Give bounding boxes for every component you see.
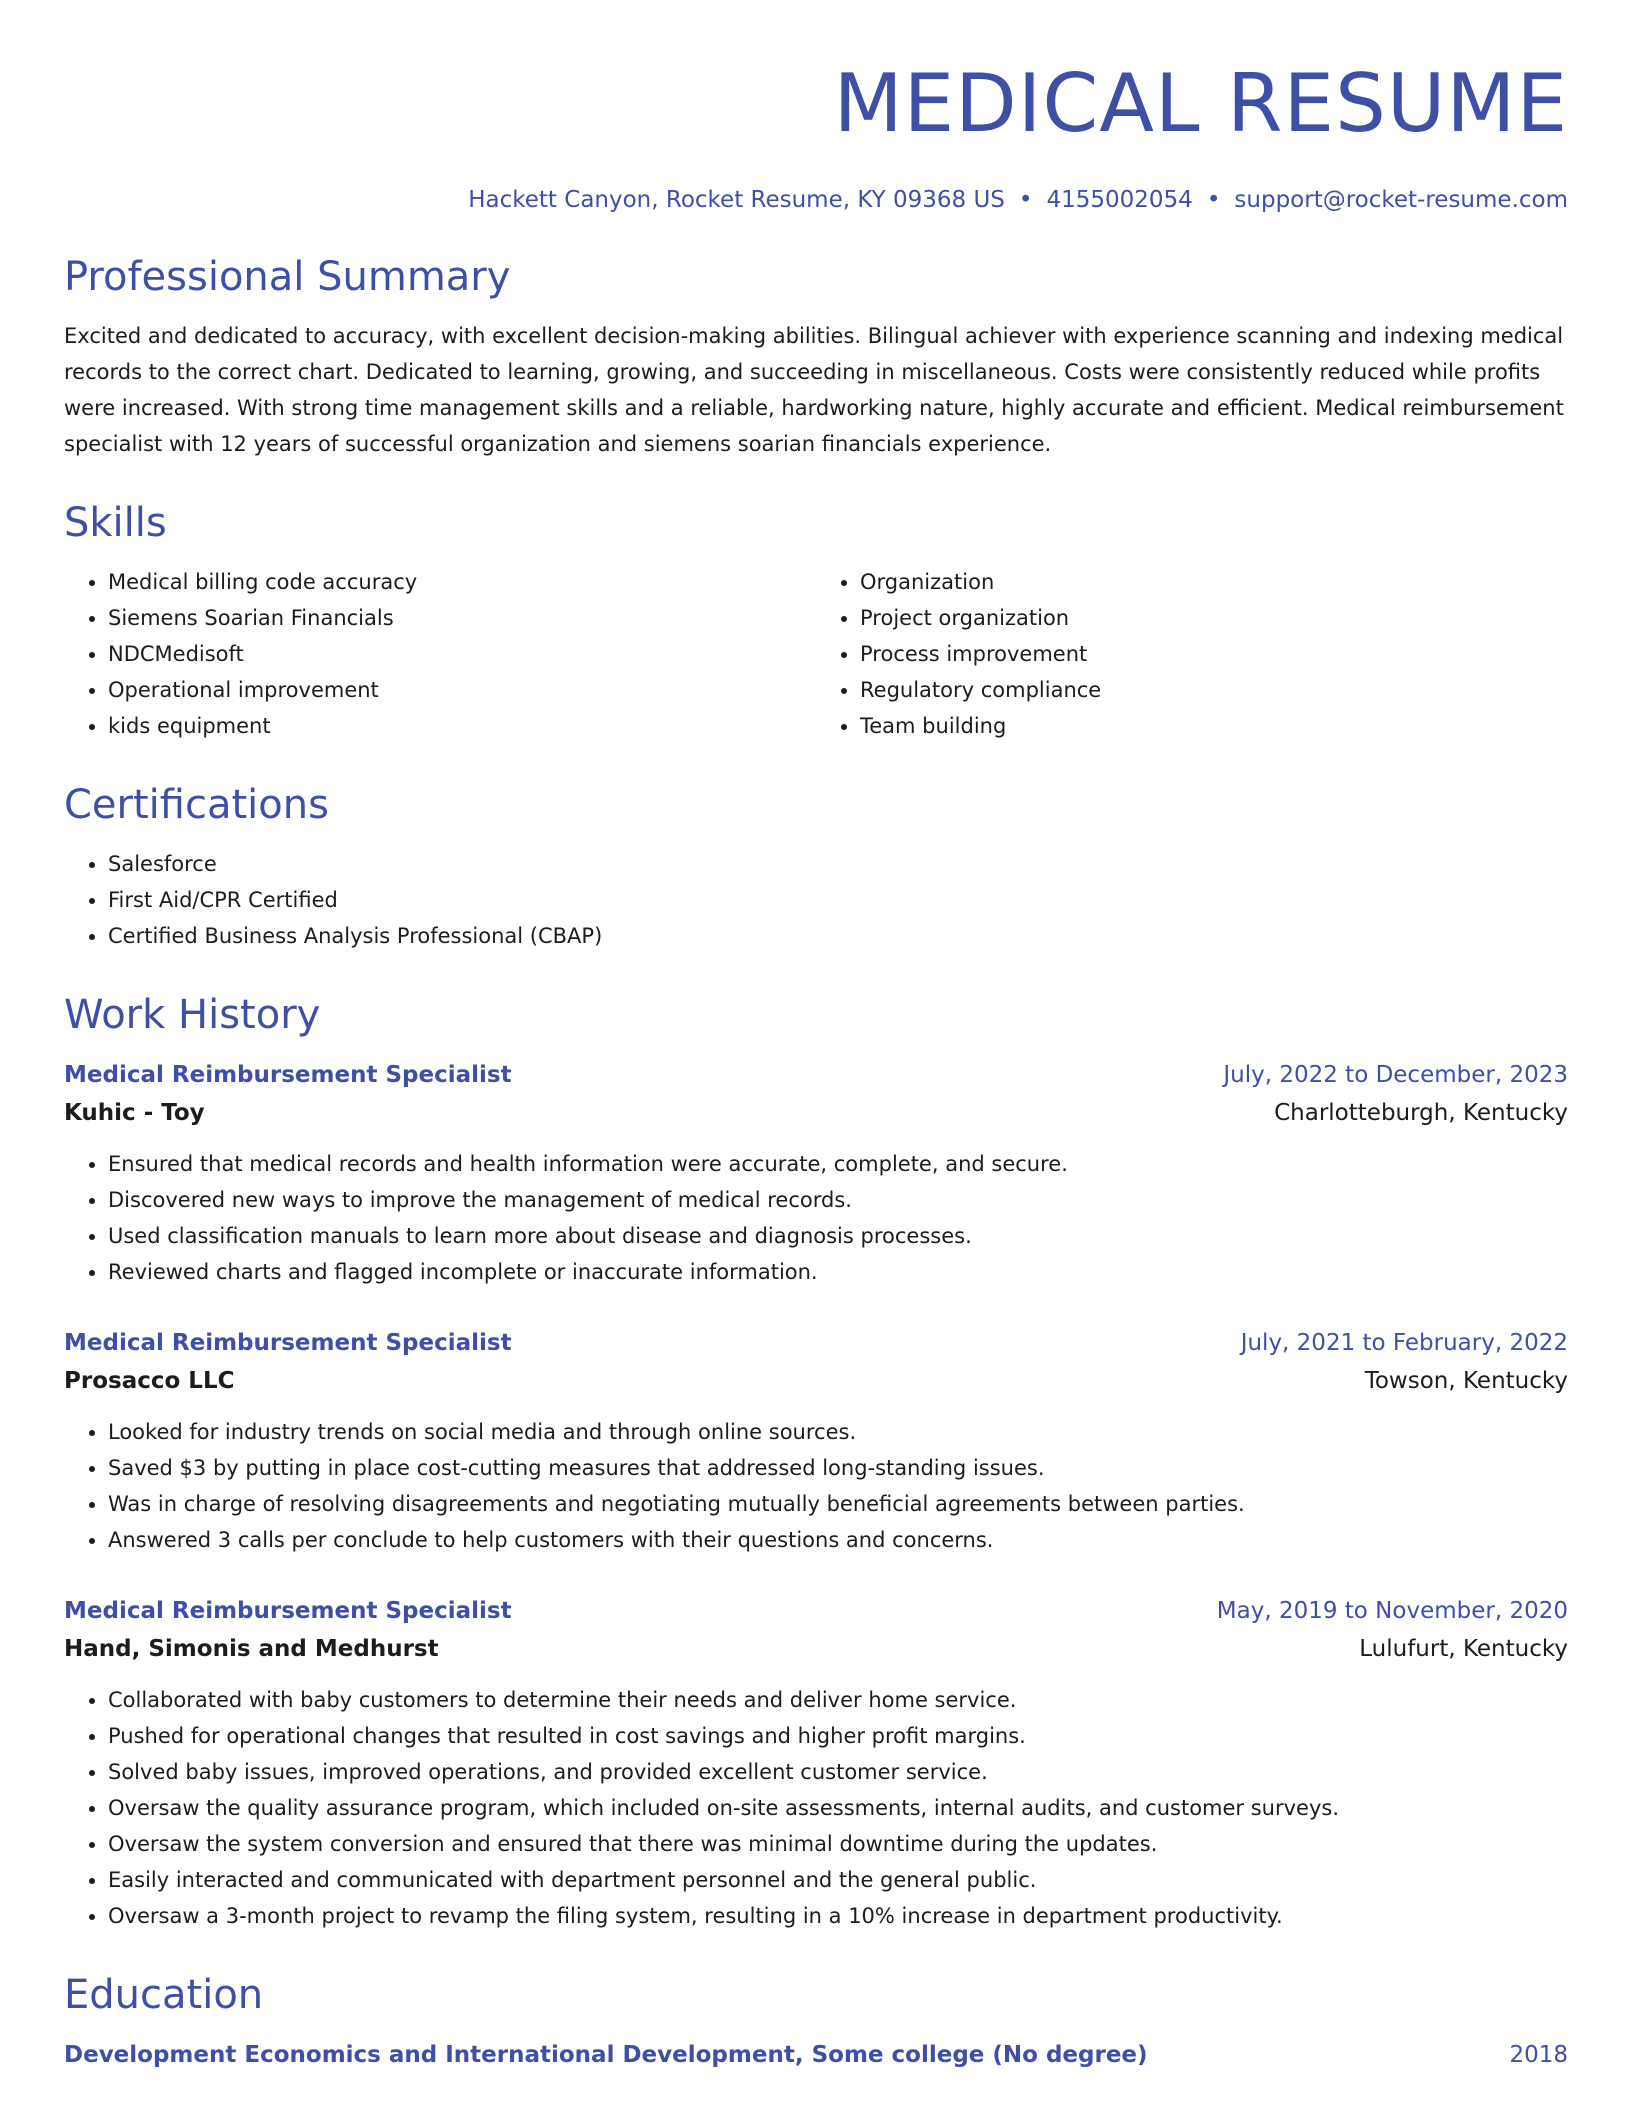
job-bullet: • Reviewed charts and flagged incomplete or inaccurate information. <box>108 1254 1568 1290</box>
summary-section <box>64 252 1568 462</box>
education-heading: Education <box>64 1972 264 2018</box>
skill-item: • Project organization <box>860 600 1568 636</box>
job-entry <box>64 1324 1568 1558</box>
certifications-list <box>64 846 1568 954</box>
job-bullet: • Easily interacted and communicated with department personnel and the general public. <box>108 1862 1568 1898</box>
certifications-section <box>64 780 1568 954</box>
job-title-row <box>64 1056 1568 1094</box>
job-title: Medical Reimbursement Specialist <box>64 1062 512 1088</box>
job-company: Kuhic - Toy <box>64 1100 205 1126</box>
job-bullet: • Solved baby issues, improved operations, and provided excellent customer service. <box>108 1754 1568 1790</box>
job-bullets <box>64 1682 1568 1934</box>
job-bullet: • Was in charge of resolving disagreements and negotiating mutually beneficial agreements between parties. <box>108 1486 1568 1522</box>
skill-item: • Regulatory compliance <box>860 672 1568 708</box>
skill-item: • kids equipment <box>108 708 816 744</box>
contact-separator: • <box>1018 187 1033 213</box>
job-company-row <box>64 1094 1568 1132</box>
job-entry <box>64 1056 1568 1290</box>
job-bullet: • Ensured that medical records and health information were accurate, complete, and secure. <box>108 1146 1568 1182</box>
skills-heading: Skills <box>64 500 167 546</box>
contact-line <box>64 184 1568 216</box>
job-bullet: • Pushed for operational changes that resulted in cost savings and higher profit margins. <box>108 1718 1568 1754</box>
certification-item: • Certified Business Analysis Professional (CBAP) <box>108 918 1568 954</box>
skill-item: • Operational improvement <box>108 672 816 708</box>
education-entry <box>64 2036 1568 2074</box>
job-company-row <box>64 1362 1568 1400</box>
job-bullet: • Oversaw the system conversion and ensured that there was minimal downtime during the updates. <box>108 1826 1568 1862</box>
summary-heading: Professional Summary <box>64 254 511 300</box>
skill-item: • Medical billing code accuracy <box>108 564 816 600</box>
job-entry <box>64 1592 1568 1934</box>
skill-item: • Organization <box>860 564 1568 600</box>
job-company: Hand, Simonis and Medhurst <box>64 1636 439 1662</box>
education-degree: Development Economics and International Development, Some college (No degree) <box>64 2042 1148 2068</box>
job-bullet: • Used classification manuals to learn more about disease and diagnosis processes. <box>108 1218 1568 1254</box>
job-bullets <box>64 1414 1568 1558</box>
job-location: Towson, Kentucky <box>1364 1368 1568 1394</box>
job-title-row <box>64 1324 1568 1362</box>
job-dates: July, 2022 to December, 2023 <box>1223 1062 1568 1088</box>
skill-item: • NDCMedisoft <box>108 636 816 672</box>
job-title-row <box>64 1592 1568 1630</box>
job-bullet: • Looked for industry trends on social media and through online sources. <box>108 1414 1568 1450</box>
skills-list-left <box>64 564 816 744</box>
job-title: Medical Reimbursement Specialist <box>64 1330 512 1356</box>
skills-list-right <box>816 564 1568 744</box>
education-year: 2018 <box>1509 2042 1568 2068</box>
job-bullet: • Oversaw a 3-month project to revamp the filing system, resulting in a 10% increase in department productivity. <box>108 1898 1568 1934</box>
job-bullet: • Discovered new ways to improve the management of medical records. <box>108 1182 1568 1218</box>
summary-text: Excited and dedicated to accuracy, with excellent decision-making abilities. Bilingual achiever with experience scanning and indexing medical records to the correct chart. Dedicated to learning, growing, and succeeding in miscellaneous. Costs were consistently reduced while profits were increased. With strong time management skills and a reliable, hardworking nature, highly accurate and efficient. Medical reimbursement specialist with 12 years of successful organization and siemens soarian financials experience. <box>64 324 1564 456</box>
skill-item: • Siemens Soarian Financials <box>108 600 816 636</box>
job-bullet: • Oversaw the quality assurance program, which included on-site assessments, internal audits, and customer surveys. <box>108 1790 1568 1826</box>
job-location: Charlotteburgh, Kentucky <box>1274 1100 1568 1126</box>
work-history-heading: Work History <box>64 992 321 1038</box>
job-title: Medical Reimbursement Specialist <box>64 1598 512 1624</box>
job-dates: July, 2021 to February, 2022 <box>1240 1330 1568 1356</box>
contact-address: Hackett Canyon, Rocket Resume, KY 09368 US <box>468 187 1005 213</box>
job-bullet: • Answered 3 calls per conclude to help customers with their questions and concerns. <box>108 1522 1568 1558</box>
job-dates: May, 2019 to November, 2020 <box>1216 1598 1568 1624</box>
contact-email: support@rocket-resume.com <box>1234 187 1568 213</box>
skill-item: • Team building <box>860 708 1568 744</box>
job-location: Lulufurt, Kentucky <box>1359 1636 1568 1662</box>
contact-phone: 4155002054 <box>1046 187 1193 213</box>
work-history-section <box>64 990 1568 1934</box>
skill-item: • Process improvement <box>860 636 1568 672</box>
job-bullet: • Saved $3 by putting in place cost-cutting measures that addressed long-standing issues. <box>108 1450 1568 1486</box>
job-company-row <box>64 1630 1568 1668</box>
job-bullets <box>64 1146 1568 1290</box>
certification-item: • First Aid/CPR Certified <box>108 882 1568 918</box>
contact-separator: • <box>1206 187 1221 213</box>
job-company: Prosacco LLC <box>64 1368 235 1394</box>
resume-name: MEDICAL RESUME <box>833 57 1568 150</box>
certifications-heading: Certifications <box>64 782 329 828</box>
job-bullet: • Collaborated with baby customers to determine their needs and deliver home service. <box>108 1682 1568 1718</box>
skills-section <box>64 498 1568 744</box>
resume-header <box>64 48 1568 216</box>
certification-item: • Salesforce <box>108 846 1568 882</box>
skills-grid <box>64 564 1568 744</box>
education-section <box>64 1970 1568 2074</box>
